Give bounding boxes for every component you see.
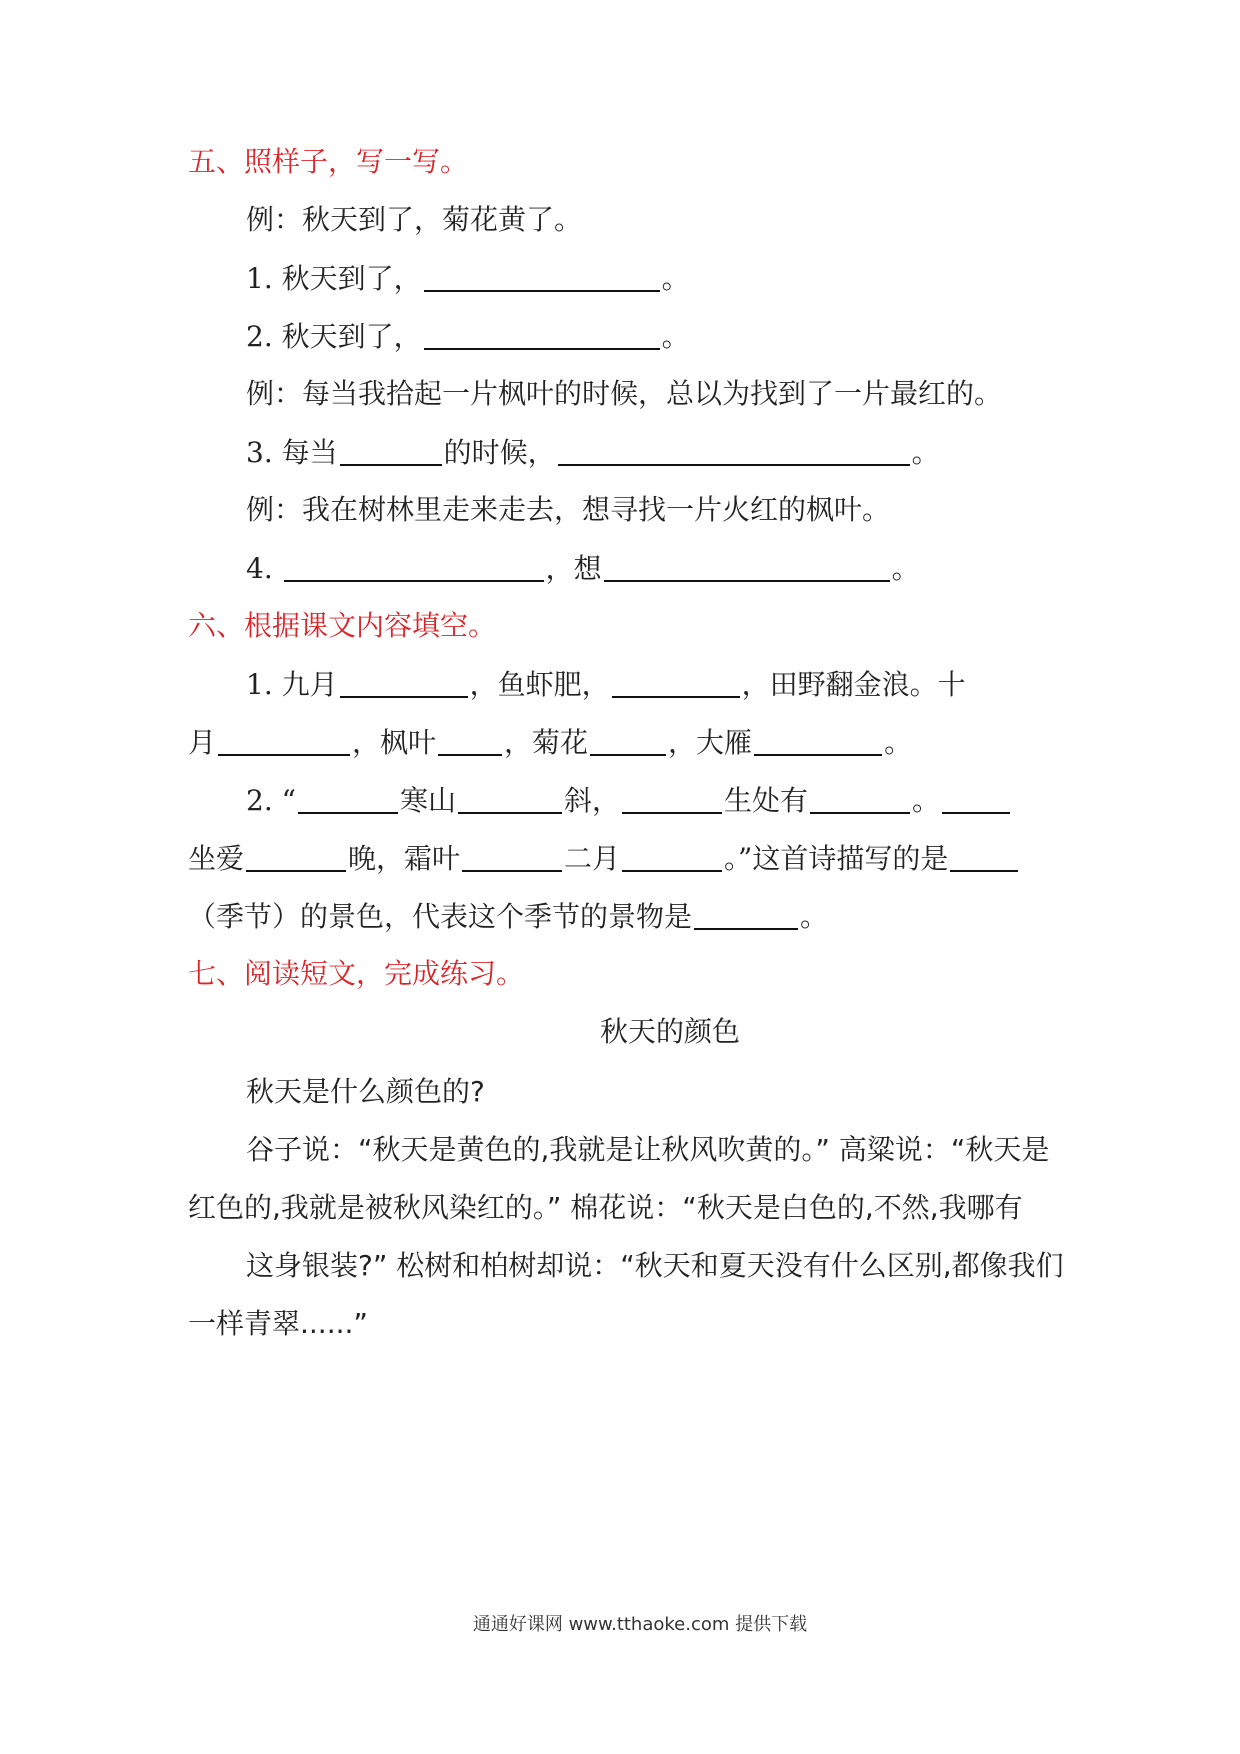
- answer-blank[interactable]: [340, 432, 442, 466]
- period: 。: [800, 900, 829, 933]
- text-segment: 。”这首诗描写的是: [724, 842, 949, 875]
- question-5-3: [0, 432, 1240, 473]
- answer-blank[interactable]: [694, 896, 798, 930]
- text-segment: ，鱼虾肥，: [469, 668, 610, 701]
- period: 。: [661, 262, 690, 295]
- answer-blank[interactable]: [438, 722, 502, 756]
- period: 。: [911, 436, 940, 469]
- passage-paragraph-3-line2: 一样青翠......”: [188, 1307, 368, 1340]
- text-segment: （季节）的景色，代表这个季节的景物是: [188, 900, 693, 933]
- text-segment: 月: [188, 726, 217, 759]
- example-3: 例：我在树林里走来走去，想寻找一片火红的枫叶。: [246, 493, 891, 526]
- question-5-1: [0, 258, 1240, 299]
- answer-blank[interactable]: [604, 548, 890, 582]
- passage-paragraph-3-line1: 这身银装?” 松树和柏树却说：“秋天和夏天没有什么区别,都像我们: [246, 1249, 1064, 1282]
- answer-blank[interactable]: [298, 780, 398, 814]
- answer-blank[interactable]: [622, 838, 722, 872]
- answer-blank[interactable]: [810, 780, 910, 814]
- text-segment: 2. “: [246, 784, 296, 817]
- passage-paragraph-2-line2: 红色的,我就是被秋风染红的。” 棉花说：“秋天是白色的,不然,我哪有: [188, 1191, 1023, 1224]
- answer-blank[interactable]: [458, 780, 562, 814]
- period: 。: [661, 320, 690, 353]
- answer-blank[interactable]: [950, 838, 1018, 872]
- question-5-1-prefix: 1. 秋天到了，: [246, 262, 422, 295]
- period: 。: [884, 726, 913, 759]
- period: 。: [891, 552, 920, 585]
- question-6-2-line3: [0, 896, 1240, 937]
- text-segment: 斜，: [563, 784, 620, 817]
- question-5-2: [0, 316, 1240, 357]
- example-1: 例：秋天到了，菊花黄了。: [246, 203, 583, 236]
- question-5-4: [0, 548, 1240, 589]
- section7-heading: 七、阅读短文，完成练习。: [188, 957, 525, 990]
- question-5-4-mid: ，想: [545, 552, 602, 585]
- text-segment: 生处有: [723, 784, 808, 817]
- period: 。: [911, 784, 940, 817]
- passage-paragraph-2-line1: 谷子说：“秋天是黄色的,我就是让秋风吹黄的。” 高粱说：“秋天是: [246, 1133, 1050, 1166]
- answer-blank[interactable]: [424, 316, 660, 350]
- footer-credit: 通通好课网 www.tthaoke.com 提供下载: [472, 1614, 808, 1635]
- example-2: 例：每当我拾起一片枫叶的时候，总以为找到了一片最红的。: [246, 377, 1003, 410]
- question-6-1-line1: [0, 664, 1240, 705]
- section6-heading: 六、根据课文内容填空。: [188, 609, 497, 642]
- section5-heading: 五、照样子，写一写。: [188, 145, 469, 178]
- answer-blank[interactable]: [754, 722, 882, 756]
- answer-blank[interactable]: [246, 838, 346, 872]
- text-segment: ，田野翻金浪。十: [741, 668, 966, 701]
- answer-blank[interactable]: [424, 258, 660, 292]
- answer-blank[interactable]: [622, 780, 722, 814]
- answer-blank[interactable]: [590, 722, 666, 756]
- answer-blank[interactable]: [462, 838, 562, 872]
- text-segment: 寒山: [399, 784, 456, 817]
- question-5-3-mid: 的时候，: [443, 436, 556, 469]
- passage-title: 秋天的颜色: [599, 1015, 740, 1048]
- answer-blank[interactable]: [340, 664, 468, 698]
- question-5-3-prefix: 3. 每当: [246, 436, 338, 469]
- text-segment: 1. 九月: [246, 668, 338, 701]
- passage-paragraph-1: 秋天是什么颜色的?: [246, 1075, 485, 1108]
- answer-blank[interactable]: [942, 780, 1010, 814]
- answer-blank[interactable]: [558, 432, 910, 466]
- question-5-4-prefix: 4.: [246, 552, 282, 585]
- text-segment: 二月: [564, 842, 621, 875]
- text-segment: ，枫叶: [352, 726, 437, 759]
- answer-blank[interactable]: [612, 664, 740, 698]
- text-segment: 晚，霜叶: [348, 842, 461, 875]
- answer-blank[interactable]: [218, 722, 350, 756]
- question-6-2-line1: [0, 780, 1240, 821]
- question-6-1-line2: [0, 722, 1240, 763]
- question-6-2-line2: [0, 838, 1240, 879]
- answer-blank[interactable]: [284, 548, 544, 582]
- text-segment: ，大雁: [668, 726, 753, 759]
- text-segment: 坐爱: [188, 842, 245, 875]
- question-5-2-prefix: 2. 秋天到了，: [246, 320, 422, 353]
- text-segment: ，菊花: [504, 726, 589, 759]
